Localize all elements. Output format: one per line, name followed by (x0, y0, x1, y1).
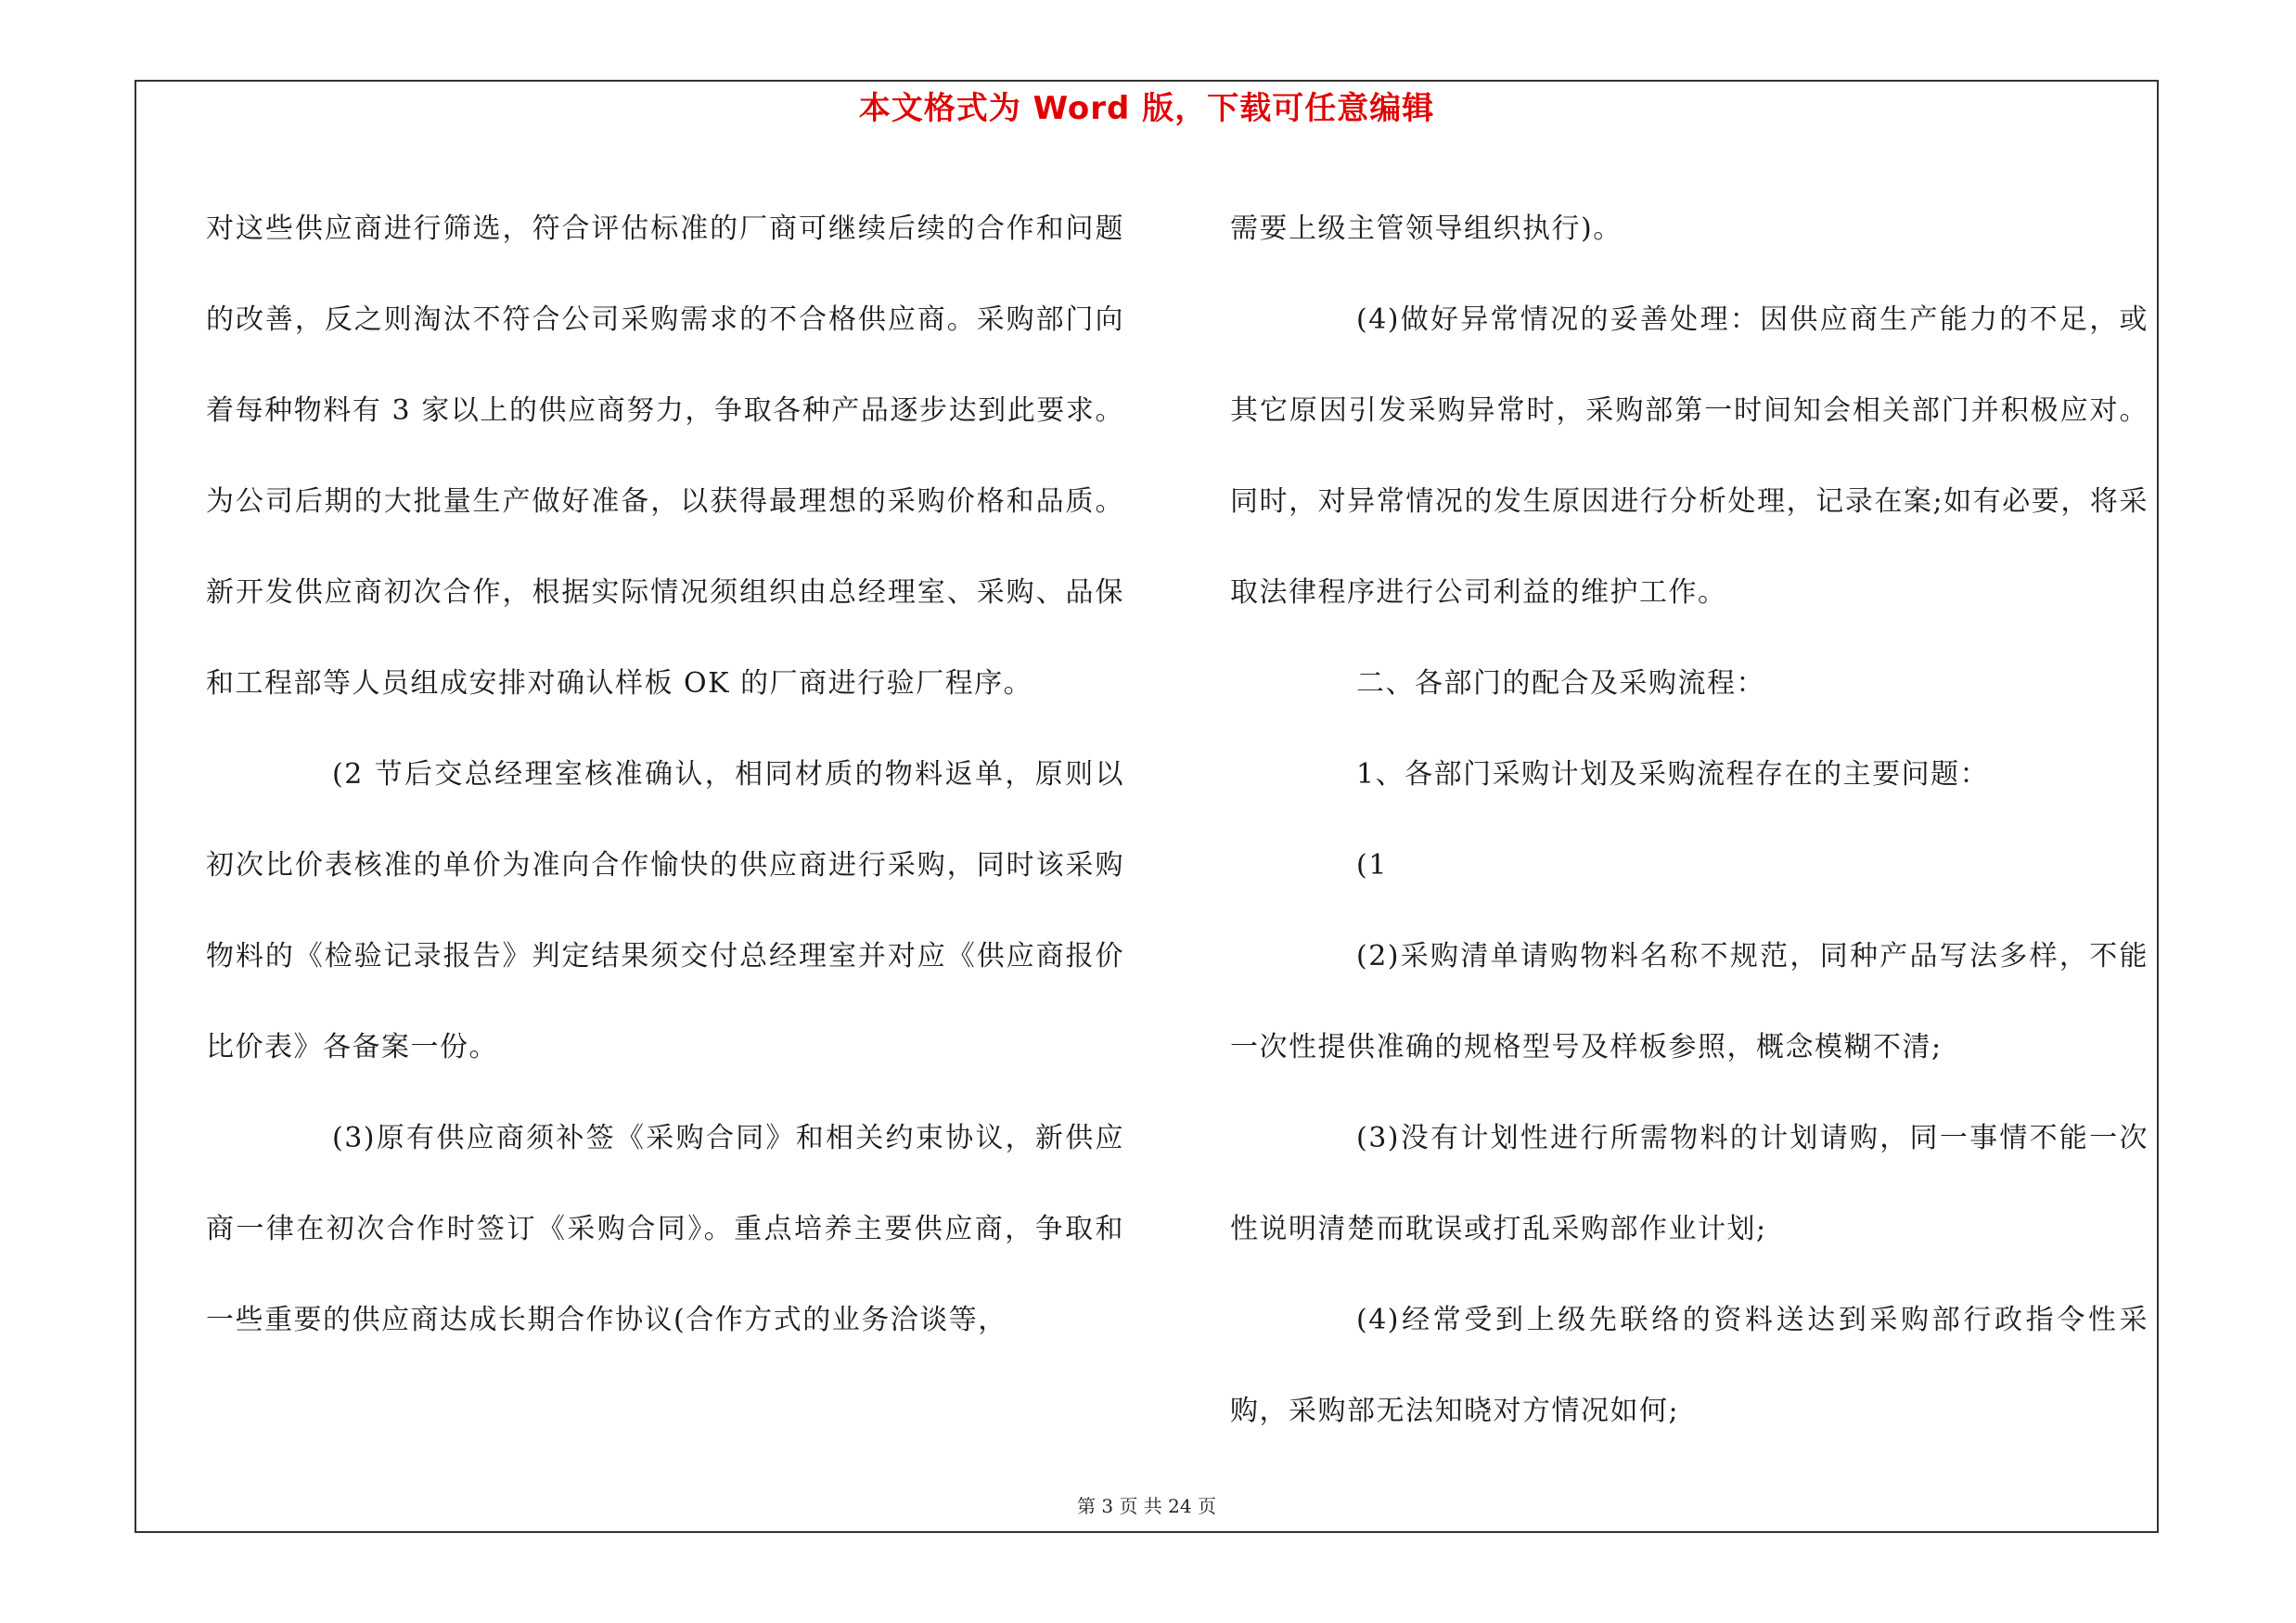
paragraph: (1 (1356, 849, 1388, 882)
paragraph: (3)没有计划性进行所需物料的计划请购，同一事情不能一次性说明清楚而耽误或打乱采购部作业计划; (1230, 1122, 2148, 1245)
subsection-heading: 1、各部门采购计划及采购流程存在的主要问题： (1356, 758, 1990, 791)
paragraph: 对这些供应商进行筛选，符合评估标准的厂商可继续后续的合作和问题的改善，反之则淘汰不符合公司采购需求的不合格供应商。采购部门向着每种物料有 3 家以上的供应商努力，争取各种产品逐步达到此要求。为公司后期的大批量生产做好准备，以获得最理想的采购价格和品质。新开发供应商初次合作，根据实际情况须组织由总经理室、采购、品保和工程部等人员组成安排对确认样板 OK 的厂商进行验厂程序。 (206, 213, 1124, 700)
document-banner: 本文格式为 Word 版，下载可任意编辑 (858, 90, 1435, 127)
right-column (1230, 184, 2148, 1457)
left-column (206, 184, 1124, 1366)
paragraph: (2)采购清单请购物料名称不规范，同种产品写法多样，不能一次性提供准确的规格型号及样板参照，概念模糊不清; (1230, 940, 2148, 1063)
page-number: 第 3 页 共 24 页 (1077, 1495, 1216, 1517)
paragraph: 需要上级主管领导组织执行)。 (1230, 213, 1623, 245)
paragraph: (3)原有供应商须补签《采购合同》和相关约束协议，新供应商一律在初次合作时签订《采购合同》。重点培养主要供应商，争取和一些重要的供应商达成长期合作协议(合作方式的业务洽谈等， (206, 1122, 1124, 1336)
paragraph: (4)做好异常情况的妥善处理：因供应商生产能力的不足，或其它原因引发采购异常时，采购部第一时间知会相关部门并积极应对。同时，对异常情况的发生原因进行分析处理，记录在案;如有必要，将采取法律程序进行公司利益的维护工作。 (1230, 303, 2148, 609)
paragraph: (2 节后交总经理室核准确认，相同材质的物料返单，原则以初次比价表核准的单价为准向合作愉快的供应商进行采购，同时该采购物料的《检验记录报告》判定结果须交付总经理室并对应《供应商报价比价表》各备案一份。 (206, 758, 1124, 1063)
section-heading: 二、各部门的配合及采购流程： (1356, 667, 1765, 700)
paragraph: (4)经常受到上级先联络的资料送达到采购部行政指令性采购，采购部无法知晓对方情况如何; (1230, 1304, 2148, 1427)
